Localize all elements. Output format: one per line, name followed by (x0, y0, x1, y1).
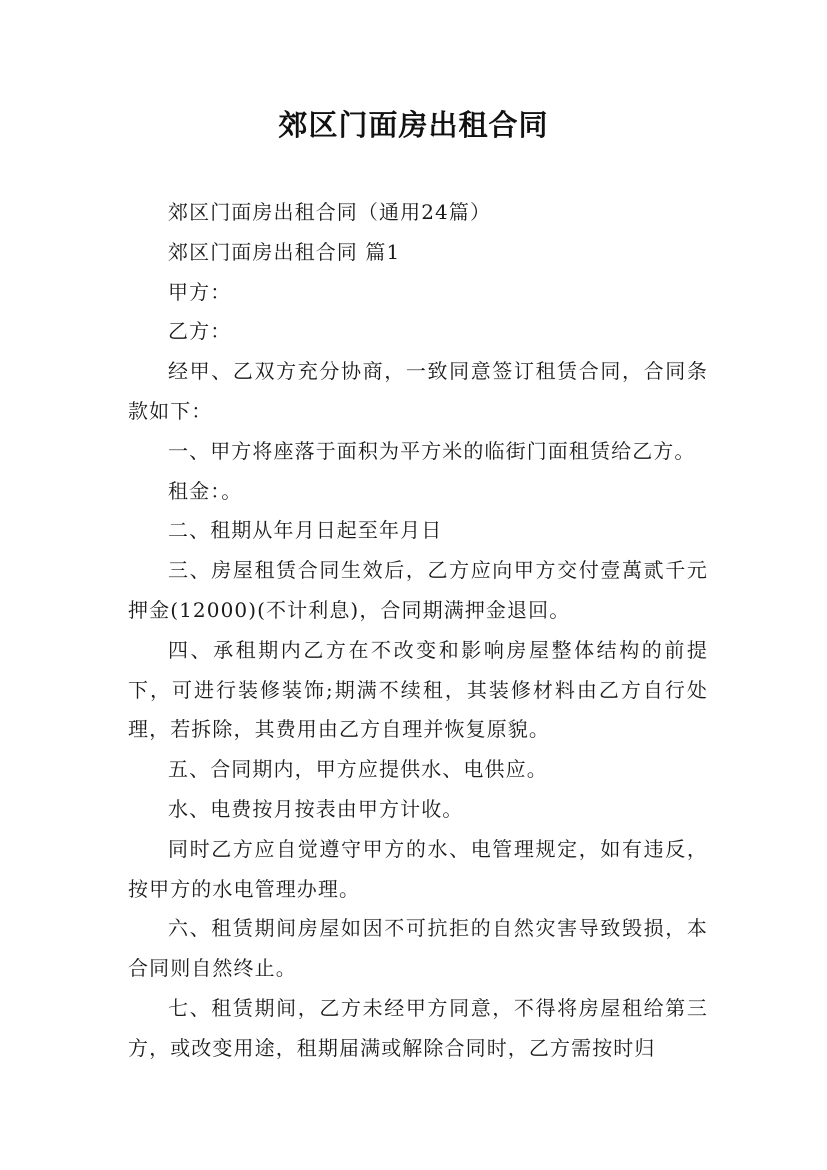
document-body (128, 193, 708, 1069)
paragraph-party-a: 甲方： (168, 279, 232, 304)
paragraph-clause-3: 三、房屋租赁合同生效后，乙方应向甲方交付壹萬贰千元押金(12000)(不计利息)，合同期满押金退回。 (128, 558, 708, 622)
paragraph-utility-rules: 同时乙方应自觉遵守甲方的水、电管理规定，如有违反，按甲方的水电管理办理。 (128, 836, 708, 901)
paragraph-section-heading: 郊区门面房出租合同 篇1 (168, 239, 401, 264)
paragraph-clause-1: 一、甲方将座落于面积为平方米的临街门面租赁给乙方。 (168, 438, 696, 463)
document-title: 郊区门面房出租合同 (278, 108, 549, 142)
paragraph-utility-billing: 水、电费按月按表由甲方计收。 (168, 796, 464, 821)
paragraph-clause-2: 二、租期从年月日起至年月日 (168, 518, 443, 543)
paragraph-clause-5: 五、合同期内，甲方应提供水、电供应。 (168, 757, 548, 782)
paragraph-clause-6: 六、租赁期间房屋如因不可抗拒的自然灾害导致毁损，本合同则自然终止。 (128, 916, 708, 981)
paragraph-subtitle: 郊区门面房出租合同（通用24篇） (168, 200, 492, 224)
paragraph-clause-7: 七、租赁期间，乙方未经甲方同意，不得将房屋租给第三方，或改变用途，租期届满或解除合同时，乙方需按时归 (128, 995, 708, 1060)
paragraph-party-b: 乙方： (168, 319, 232, 344)
paragraph-rent: 租金：。 (168, 478, 243, 503)
paragraph-clause-4: 四、承租期内乙方在不改变和影响房屋整体结构的前提下，可进行装修装饰;期满不续租，其装修材料由乙方自行处理，若拆除，其费用由乙方自理并恢复原貌。 (128, 637, 708, 742)
paragraph-intro: 经甲、乙双方充分协商，一致同意签订租赁合同，合同条款如下： (128, 359, 708, 423)
